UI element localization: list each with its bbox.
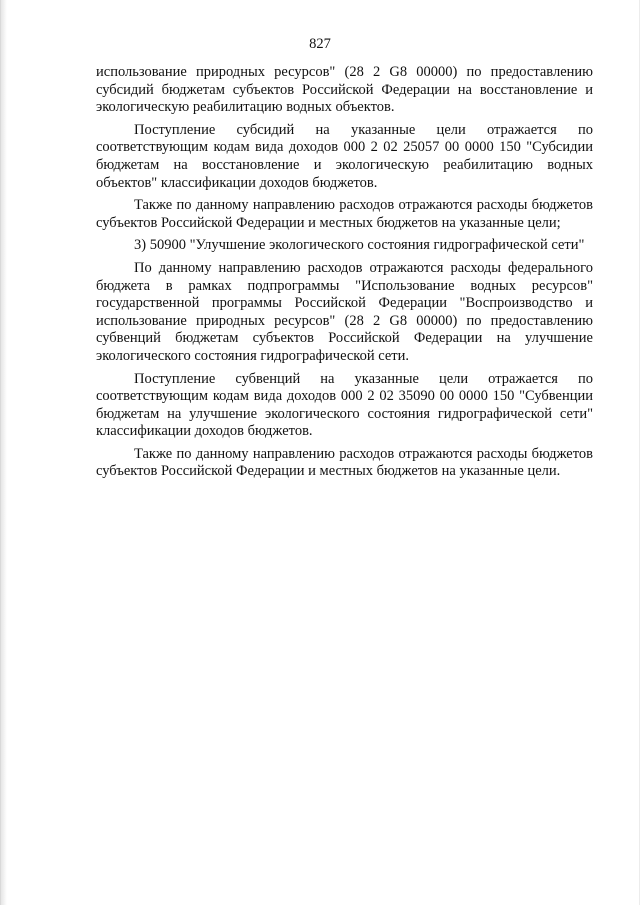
paragraph-federal-expenses: По данному направлению расходов отражаются расходы федерального бюджета в рамках подпрограммы "Использование водных ресурсов" государственной программы Российской Федерации "Воспроизводство и использование природных ресурсов" (28 2 G8 00000) по предоставлению субвенций бюджетам субъектов Российской Федерации на улучшение экологического состояния гидрографической сети.	[96, 259, 593, 364]
page-number: 827	[309, 36, 331, 52]
scan-edge-shadow	[1, 0, 7, 905]
paragraph-regional-expenses: Также по данному направлению расходов отражаются расходы бюджетов субъектов Российской Федерации и местных бюджетов на указанные цели;	[96, 197, 593, 231]
list-item-50900: 3) 50900 "Улучшение экологического состояния гидрографической сети"	[134, 237, 585, 254]
paragraph-subvention-receipt: Поступление субвенций на указанные цели отражается по соответствующим кодам вида доходов 000 2 02 35090 00 0000 150 "Субвенции бюджетам на улучшение экологического состояния гидрографической сети" классификации доходов бюджетов.	[96, 370, 593, 440]
paragraph-continuation: использование природных ресурсов" (28 2 G8 00000) по предоставлению субсидий бюджетам субъектов Российской Федерации на восстановление и экологическую реабилитацию водных объектов.	[96, 64, 593, 116]
document-body	[96, 64, 593, 486]
paragraph-subsidy-receipt: Поступление субсидий на указанные цели отражается по соответствующим кодам вида доходов 000 2 02 25057 00 0000 150 "Субсидии бюджетам на восстановление и экологическую реабилитацию водных объектов" классификации доходов бюджетов.	[96, 121, 593, 191]
paragraph-regional-expenses-final: Также по данному направлению расходов отражаются расходы бюджетов субъектов Российской Федерации и местных бюджетов на указанные цели.	[96, 445, 593, 480]
